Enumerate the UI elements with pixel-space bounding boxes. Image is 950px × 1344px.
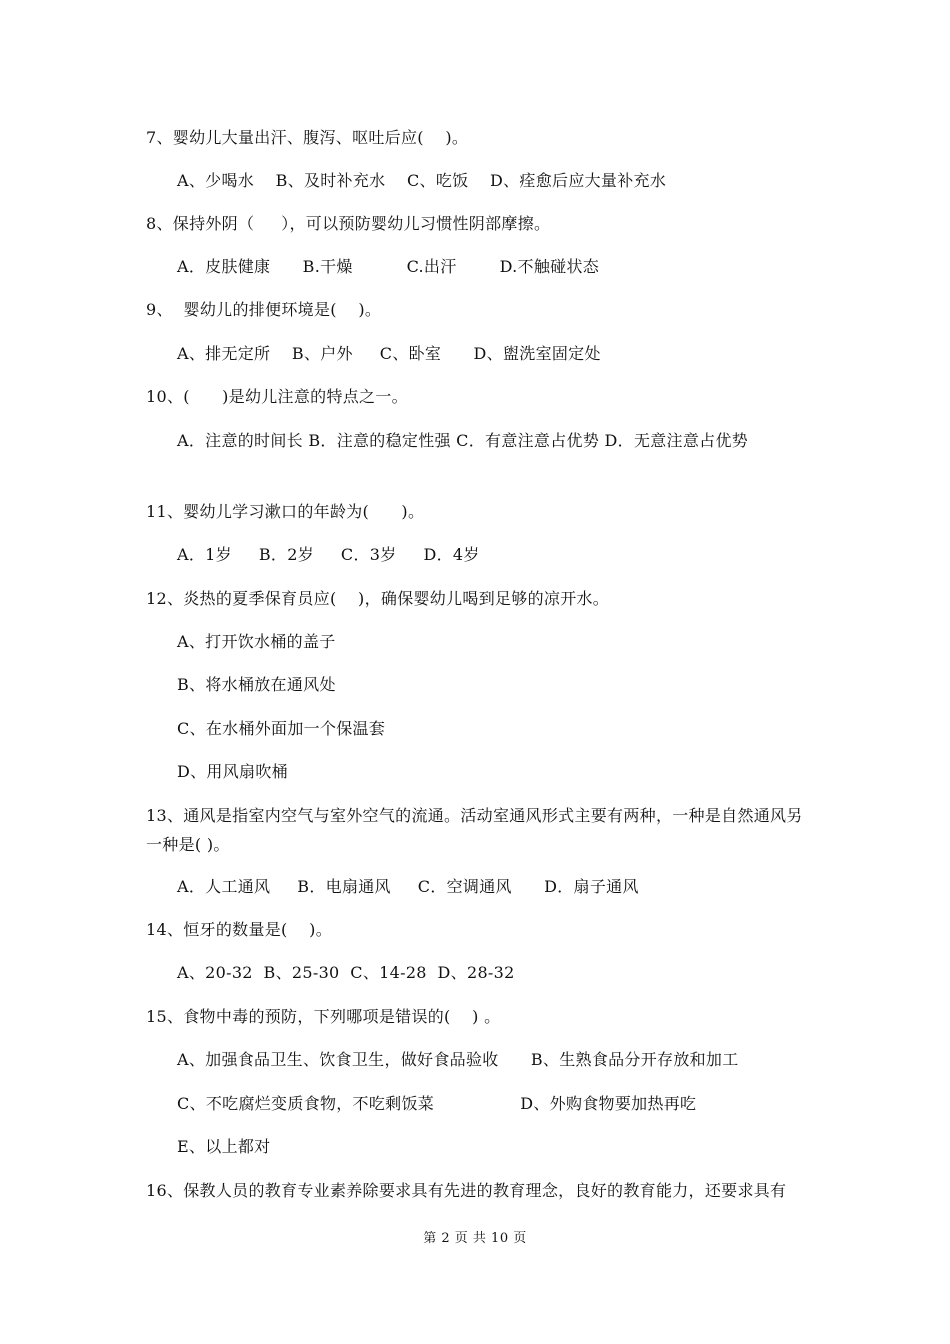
question-15-option-e: E、以上都对 bbox=[177, 1137, 271, 1156]
question-10-options: A．注意的时间长 B．注意的稳定性强 C．有意注意占优势 D．无意注意占优势 bbox=[177, 431, 749, 450]
question-13-options: A．人工通风 B．电扇通风 C．空调通风 D．扇子通风 bbox=[177, 877, 639, 896]
question-11-stem: 11、婴幼儿学习漱口的年龄为( )。 bbox=[146, 502, 425, 521]
question-12-option-c: C、在水桶外面加一个保温套 bbox=[177, 719, 386, 738]
question-8-stem: 8、保持外阴（ ），可以预防婴幼儿习惯性阴部摩擦。 bbox=[146, 214, 551, 233]
question-14-stem: 14、恒牙的数量是( )。 bbox=[146, 920, 332, 939]
question-12-option-a: A、打开饮水桶的盖子 bbox=[177, 632, 336, 651]
question-10-stem: 10、( )是幼儿注意的特点之一。 bbox=[146, 387, 408, 406]
question-15-options-row-1: A、加强食品卫生、饮食卫生，做好食品验收 B、生熟食品分开存放和加工 bbox=[177, 1050, 739, 1069]
question-16-stem: 16、保教人员的教育专业素养除要求具有先进的教育理念，良好的教育能力，还要求具有 bbox=[146, 1181, 787, 1200]
question-8-options: A．皮肤健康 B.干燥 C.出汗 D.不触碰状态 bbox=[177, 257, 600, 276]
question-9-stem: 9、 婴幼儿的排便环境是( )。 bbox=[146, 300, 382, 319]
question-15-stem: 15、食物中毒的预防，下列哪项是错误的( ) 。 bbox=[146, 1007, 501, 1026]
question-11-options: A．1岁 B．2岁 C．3岁 D．4岁 bbox=[177, 545, 480, 564]
question-14-options: A、20-32 B、25-30 C、14-28 D、28-32 bbox=[177, 963, 515, 982]
page-number-footer: 第 2 页 共 10 页 bbox=[423, 1231, 527, 1246]
question-12-option-d: D、用风扇吹桶 bbox=[177, 762, 288, 781]
question-15-options-row-2: C、不吃腐烂变质食物，不吃剩饭菜 D、外购食物要加热再吃 bbox=[177, 1094, 697, 1113]
question-9-options: A、排无定所 B、户外 C、卧室 D、盥洗室固定处 bbox=[177, 344, 601, 363]
question-13-stem: 13、通风是指室内空气与室外空气的流通。活动室通风形式主要有两种，一种是自然通风另一种是( )。 bbox=[146, 806, 803, 854]
question-12-stem: 12、炎热的夏季保育员应( )，确保婴幼儿喝到足够的凉开水。 bbox=[146, 589, 610, 608]
question-12-option-b: B、将水桶放在通风处 bbox=[177, 675, 336, 694]
question-7-options: A、少喝水 B、及时补充水 C、吃饭 D、痊愈后应大量补充水 bbox=[177, 171, 667, 190]
question-7-stem: 7、婴幼儿大量出汗、腹泻、呕吐后应( )。 bbox=[146, 128, 469, 147]
